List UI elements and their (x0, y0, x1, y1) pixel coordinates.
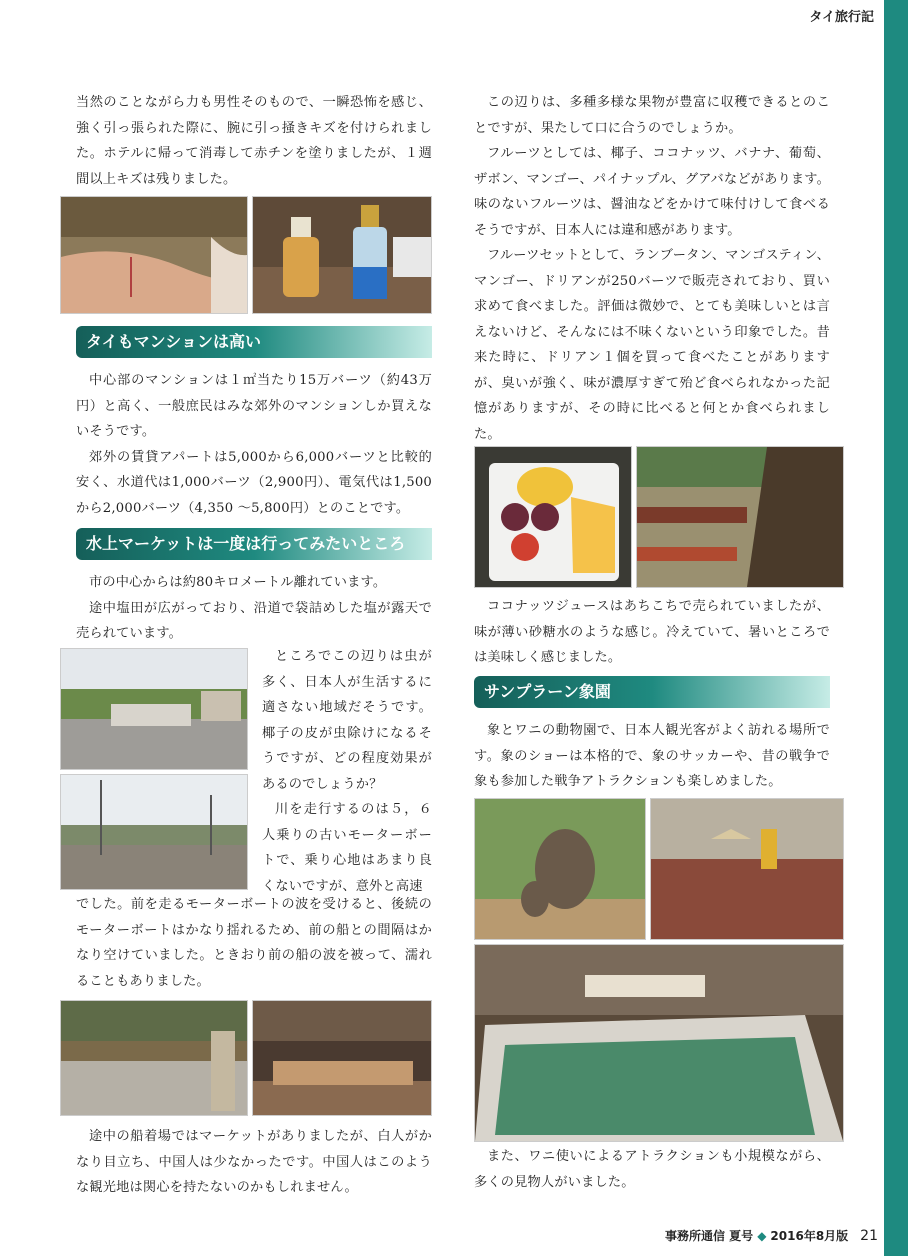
diamond-icon: ◆ (757, 1229, 767, 1243)
right-column (474, 90, 830, 447)
photo-crocodile-show (474, 944, 844, 1142)
paragraph-market-1: 市の中心からは約80キロメートル離れています。 (89, 575, 387, 590)
paragraph-market-2: 途中塩田が広がっており、沿道で袋詰めした塩が露天で売られています。 (76, 600, 432, 641)
heading-mansion: タイもマンションは高い (76, 326, 432, 358)
photo-boat-pier (60, 1000, 248, 1116)
publication-name: 事務所通信 夏号 (665, 1229, 754, 1243)
paragraph-fruit-2: フルーツとしては、椰子、ココナッツ、バナナ、葡萄、ザボン、マンゴー、パイナップル、グアバなどがあります。味のないフルーツは、醤油などをかけて味付けして食べるそうですが、日本人には違和感があります。 (474, 146, 830, 238)
paragraph-fruit-1: この辺りは、多種多様な果物が豊富に収穫できるとのことですが、果たして口に合うのでしょうか。 (474, 95, 830, 136)
section-title: タイ旅行記 (809, 10, 874, 25)
left-column (76, 90, 432, 192)
left-column-mansion (76, 368, 432, 521)
right-column-croc (474, 1144, 830, 1195)
paragraph-market-3b: 川を走行するのは５，６人乗りの古いモーターボートで、乗り心地はあまり良くないですが、意外と高速 (262, 802, 432, 894)
photo-floating-market-river (636, 446, 844, 588)
right-column-sampran (474, 718, 830, 795)
left-column-pier (76, 1124, 432, 1201)
left-column-market (76, 570, 432, 647)
paragraph-mansion-1: 中心部のマンションは１㎡当たり15万バーツ（約43万円）と高く、一般庶民はみな郊外のマンションしか買えないそうです。 (76, 373, 432, 439)
photo-medicine-bottles (252, 196, 432, 314)
right-column-coconut (474, 594, 830, 671)
heading-sampran: サンプラーン象園 (474, 676, 830, 708)
photo-elephants (474, 798, 646, 940)
paragraph-market-3a: ところでこの辺りは虫が多く、日本人が生活するに適さない地域だそうです。椰子の皮が虫除けになるそうですが、どの程度効果があるのでしょうか？ (262, 649, 432, 792)
photo-fruit-set (474, 446, 632, 588)
text-wrap-block (262, 644, 432, 899)
paragraph-intro: 当然のことながら力も男性そのもので、一瞬恐怖を感じ、強く引っ張られた際に、腕に引っ掻きキズを付けられました。ホテルに帰って消毒して赤チンを塗りましたが、１週間以上キズは残りました。 (76, 95, 432, 187)
side-accent-bar (884, 0, 908, 1256)
paragraph-market-4: 途中の船着場ではマーケットがありましたが、白人がかなり目立ち、中国人は少なかったです。中国人はこのような観光地は関心を持たないのかもしれません。 (76, 1129, 432, 1195)
page-footer (665, 1227, 878, 1244)
left-column-boat (76, 892, 432, 994)
photo-salt-fields (60, 774, 248, 890)
paragraph-fruit-3: フルーツセットとして、ランブータン、マンゴスティン、マンゴー、ドリアンが250バーツで販売されており、買い求めて食べました。評価は微妙で、とても美味しいとは言えないけど、そんなには不味くないという印象でした。昔来た時に、ドリアン１個を買って食べたことがありますが、臭いが強く、味が濃厚すぎて殆ど食べられなかった記憶がありますが、その時に比べると何とか食べられました。 (474, 248, 830, 442)
page-number: 21 (860, 1228, 878, 1244)
photo-roadside-stalls (60, 648, 248, 770)
paragraph-market-3c: でした。前を走るモーターボートの波を受けると、後続のモーターボートはかなり揺れるため、前の船との間隔はかなり空けていました。ときおり前の船の波を被って、濡れることもありました。 (76, 897, 432, 989)
edition-date: 2016年8月版 (770, 1229, 849, 1243)
photo-war-attraction (650, 798, 844, 940)
paragraph-mansion-2: 郊外の賃貸アパートは5,000から6,000バーツと比較的安く、水道代は1,000バーツ（2,900円）、電気代は1,500から2,000バーツ（4,350 〜5,800円）とのことです。 (76, 449, 432, 516)
paragraph-croc: また、ワニ使いによるアトラクションも小規模ながら、多くの見物人がいました。 (474, 1149, 830, 1190)
photo-wrist-scratch (60, 196, 248, 314)
paragraph-sampran: 象とワニの動物園で、日本人観光客がよく訪れる場所です。象のショーは本格的で、象のサッカーや、昔の戦争で象も参加した戦争アトラクションも楽しめました。 (474, 723, 830, 789)
heading-floating-market: 水上マーケットは一度は行ってみたいところ (76, 528, 432, 560)
paragraph-coconut: ココナッツジュースはあちこちで売られていましたが、味が薄い砂糖水のような感じ。冷えていて、暑いところでは美味しく感じました。 (474, 599, 830, 665)
photo-floating-market-stalls (252, 1000, 432, 1116)
